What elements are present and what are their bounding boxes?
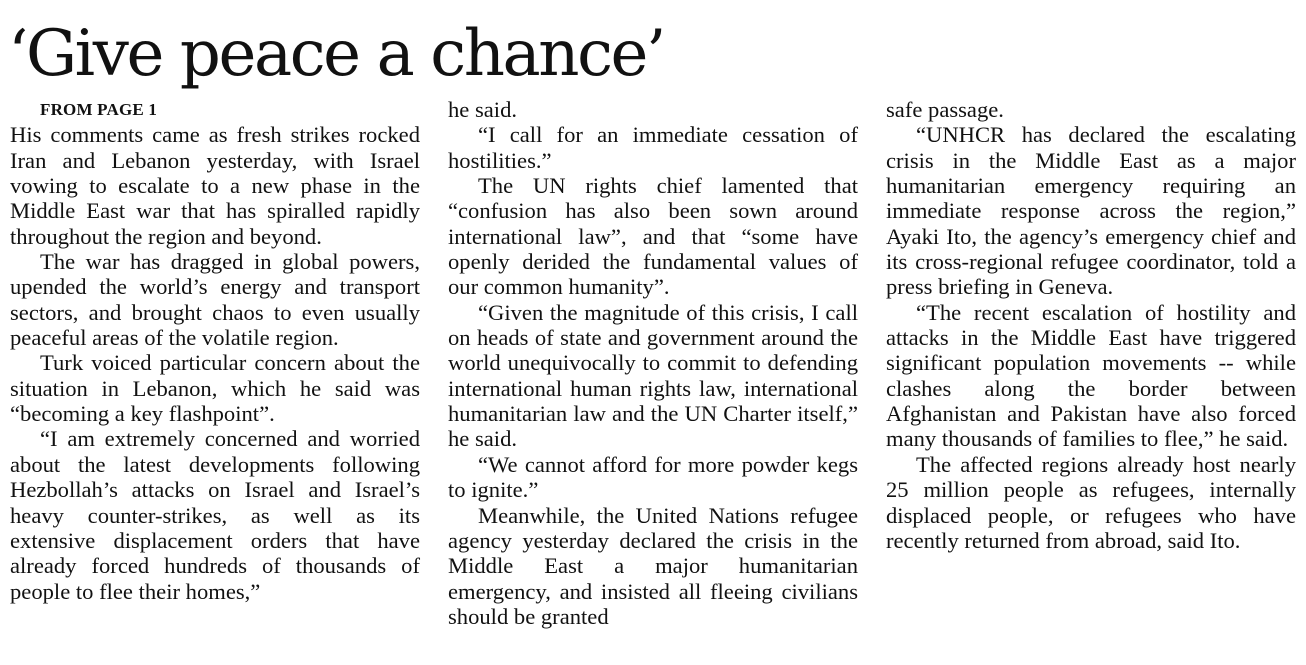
paragraph: “I am extremely concerned and worried about the latest developments following Hezbollah’s attacks on Israel and Israel’s heavy counter-strikes, as well as its extensive displacement orders that have already forced hundreds of thousands of people to flee their homes,” [10, 426, 420, 604]
article-column-2 [448, 97, 858, 629]
article-column-1 [10, 97, 420, 604]
paragraph-continued: he said. [448, 97, 518, 122]
paragraph: Meanwhile, the United Nations refugee agency yesterday declared the crisis in the Middle East a major humanitarian emergency, and insisted all fleeing civilians should be granted [448, 502, 858, 629]
paragraph: His comments came as fresh strikes rocked Iran and Lebanon yesterday, with Israel vowing to escalate to a new phase in the Middle East war that has spiralled rapidly throughout the region and beyond. [10, 122, 420, 249]
paragraph: The affected regions already host nearly 25 million people as refugees, internally displaced people, or refugees who have recently returned from abroad, said Ito. [886, 451, 1296, 553]
paragraph: “Given the magnitude of this crisis, I call on heads of state and government around the world unequivocally to commit to defending international human rights law, international humanitarian law and the UN Charter itself,” he said. [448, 299, 858, 452]
article-column-3 [886, 97, 1296, 553]
headline: ‘Give peace a chance’ [8, 17, 664, 91]
paragraph: Turk voiced particular concern about the situation in Lebanon, which he said was “becoming a key flashpoint”. [10, 350, 420, 427]
paragraph: The UN rights chief lamented that “confusion has also been sown around international law”, and that “some have openly derided the fundamental values of our common humanity”. [448, 173, 858, 300]
paragraph: “We cannot afford for more powder kegs to ignite.” [448, 451, 858, 503]
paragraph-continued: safe passage. [886, 97, 1004, 122]
paragraph: “The recent escalation of hostility and attacks in the Middle East have triggered significant population movements -- while clashes along the border between Afghanistan and Pakistan have also forced many thousands of families to flee,” he said. [886, 299, 1296, 452]
paragraph: “UNHCR has declared the escalating crisis in the Middle East as a major humanitarian emergency requiring an immediate response across the region,” Ayaki Ito, the agency’s emergency chief and its cross-regional refugee coordinator, told a press briefing in Geneva. [886, 122, 1296, 300]
paragraph: The war has dragged in global powers, upended the world’s energy and transport sectors, and brought chaos to even usually peaceful areas of the volatile region. [10, 249, 420, 351]
paragraph: “I call for an immediate cessation of hostilities.” [448, 122, 858, 173]
kicker-from-page-1: FROM PAGE 1 [40, 100, 158, 119]
